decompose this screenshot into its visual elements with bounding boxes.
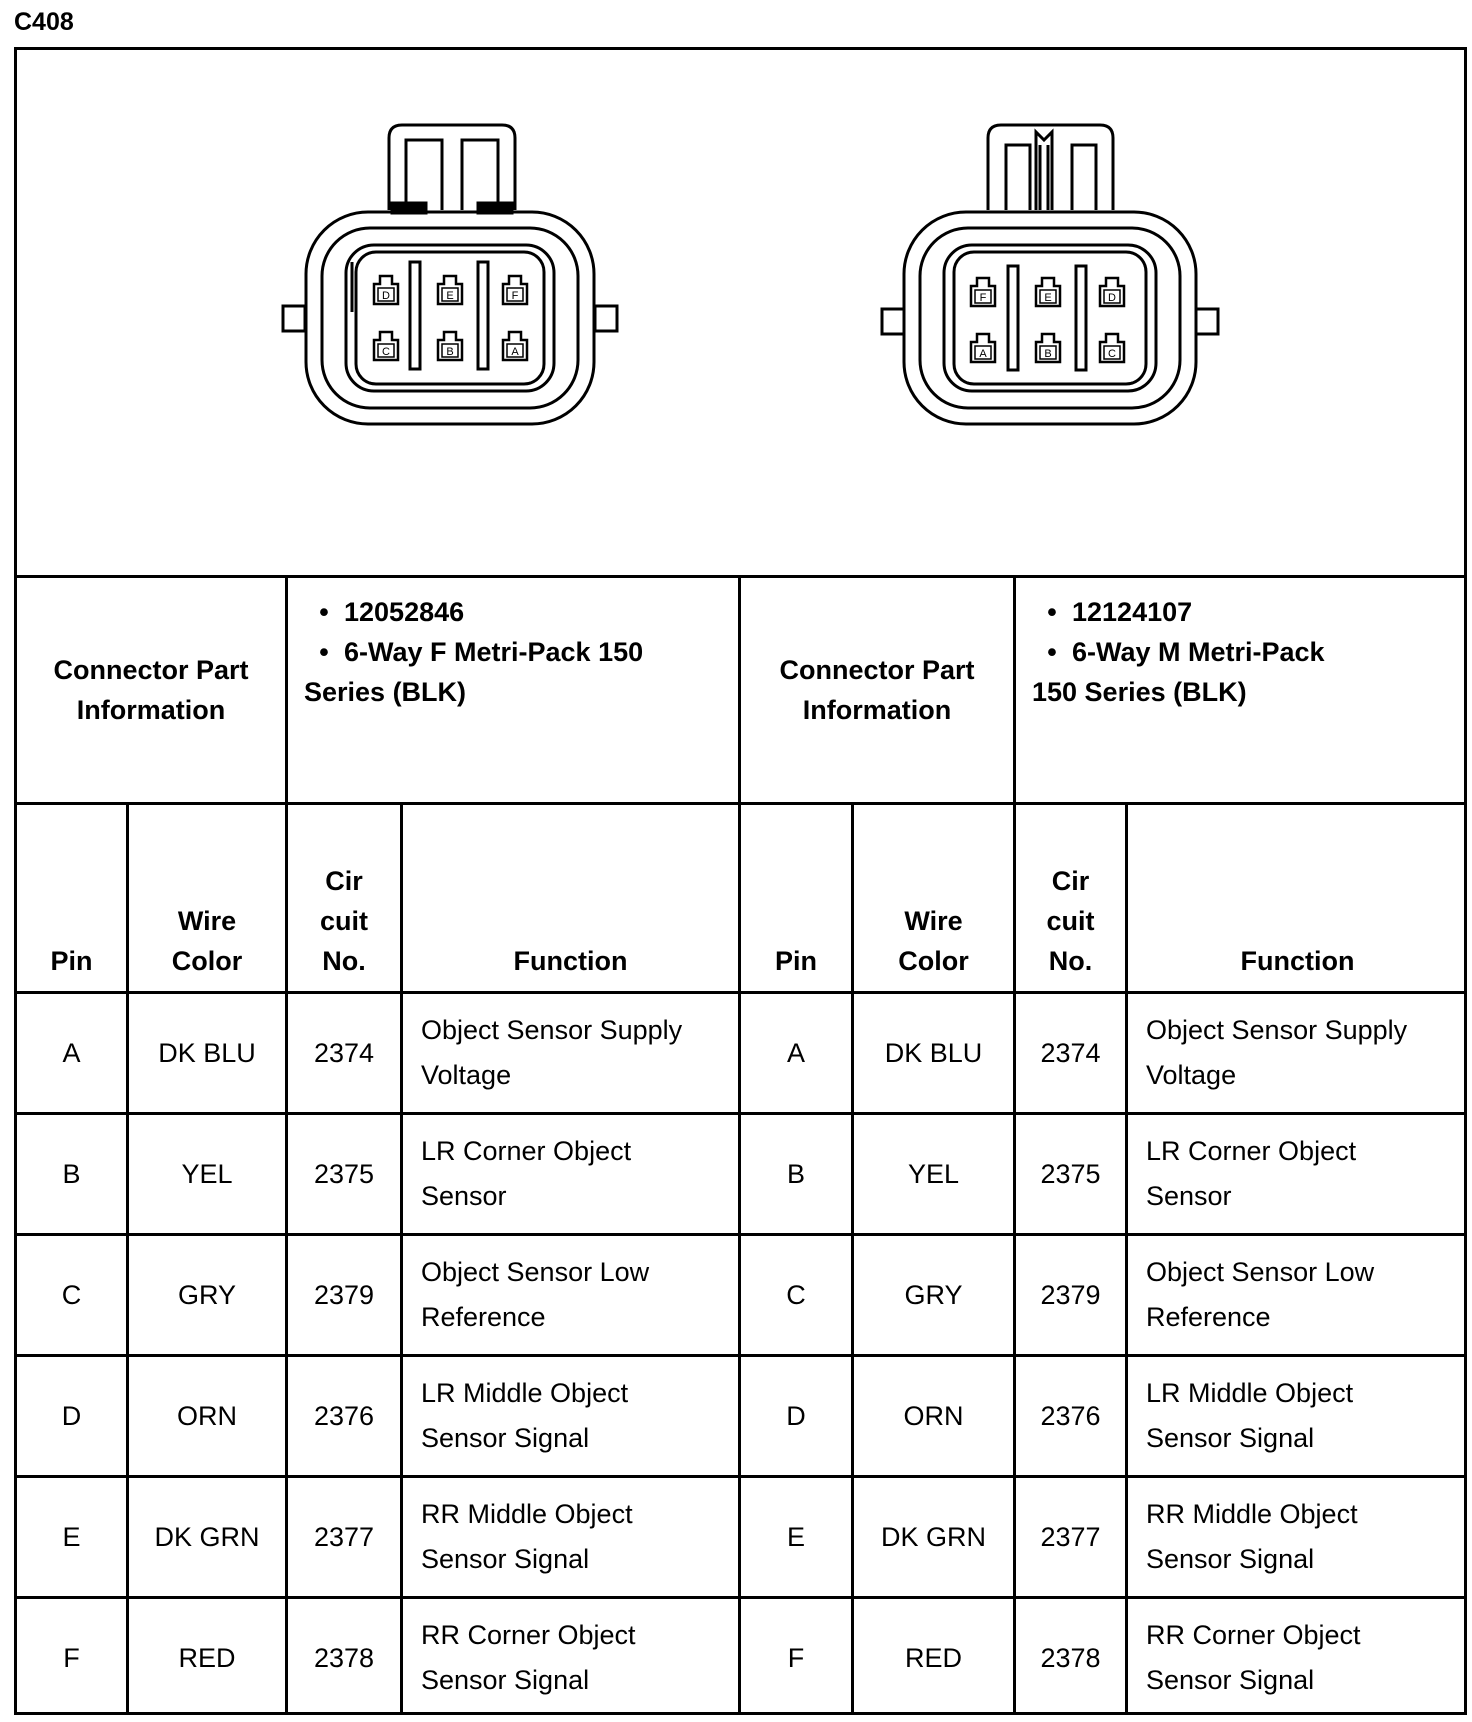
function-cell: Object Sensor Supply Voltage	[421, 1015, 683, 1090]
function-cell: RR Corner Object Sensor Signal	[421, 1620, 636, 1695]
function-cell: Object Sensor Low Reference	[421, 1257, 650, 1332]
pin-cell: B	[786, 1158, 805, 1189]
pin-cavity-label: C	[1108, 348, 1116, 360]
circuit-cell: 2376	[1040, 1400, 1101, 1431]
circuit-cell: 2378	[313, 1642, 375, 1673]
function-cell: LR Corner Object Sensor	[421, 1136, 632, 1211]
header-pin: Pin	[774, 946, 817, 976]
function-cell: LR Corner Object Sensor	[1146, 1136, 1357, 1211]
connector-info-label-left: Connector Part Information	[53, 655, 249, 725]
part-description-left: 6-Way F Metri-Pack 150 Series (BLK)	[304, 637, 644, 707]
circuit-cell: 2377	[313, 1521, 375, 1552]
circuit-cell: 2379	[1040, 1279, 1101, 1310]
part-number-left: 12052846	[344, 597, 465, 627]
circuit-cell: 2378	[1040, 1642, 1101, 1673]
wire-color-cell: GRY	[904, 1279, 963, 1310]
pin-cell: B	[62, 1158, 81, 1189]
header-pin: Pin	[50, 946, 93, 976]
wire-color-cell: RED	[178, 1642, 236, 1673]
function-cell: RR Middle Object Sensor Signal	[1146, 1499, 1358, 1574]
pin-cavity-label: D	[1108, 292, 1116, 304]
pin-cavity-label: B	[1044, 348, 1052, 360]
wire-color-cell: RED	[904, 1642, 962, 1673]
pin-cell: F	[787, 1642, 805, 1673]
wire-color-cell: GRY	[177, 1279, 237, 1310]
part-number-right: 12124107	[1072, 597, 1193, 627]
wire-color-cell: DK BLU	[884, 1037, 983, 1068]
circuit-cell: 2379	[313, 1279, 375, 1310]
wire-color-cell: YEL	[907, 1158, 960, 1189]
pin-cavity-label: A	[511, 346, 519, 358]
male-connector-drawing	[882, 125, 1218, 424]
pin-cell: D	[61, 1400, 82, 1431]
pin-cell: C	[61, 1279, 82, 1310]
function-cell: RR Corner Object Sensor Signal	[1146, 1620, 1361, 1695]
female-connector-drawing	[283, 125, 617, 424]
header-function: Function	[513, 946, 628, 976]
header-function: Function	[1240, 946, 1355, 976]
pin-cell: A	[62, 1037, 81, 1068]
pin-cell: D	[786, 1400, 806, 1431]
connector-title: C408	[14, 8, 74, 36]
circuit-cell: 2374	[1040, 1037, 1101, 1068]
circuit-cell: 2374	[313, 1037, 375, 1068]
connector-info-label-right: Connector Part Information	[779, 655, 975, 725]
wire-color-cell: DK GRN	[880, 1521, 986, 1552]
pin-cavity-label: F	[511, 290, 519, 302]
pin-cavity-label: E	[1044, 292, 1052, 304]
part-description-right: 6-Way M Metri-Pack 150 Series (BLK)	[1032, 637, 1325, 707]
header-circuit: Cir cuit No.	[1046, 866, 1095, 976]
header-circuit: Cir cuit No.	[319, 866, 368, 976]
function-cell: LR Middle Object Sensor Signal	[1146, 1378, 1354, 1453]
function-cell: Object Sensor Supply Voltage	[1146, 1015, 1408, 1090]
wire-color-cell: YEL	[181, 1158, 233, 1189]
circuit-cell: 2376	[313, 1400, 375, 1431]
pin-cell: C	[786, 1279, 806, 1310]
wire-color-cell: DK BLU	[158, 1037, 256, 1068]
connector-drawings	[0, 0, 1472, 580]
pin-cavity-label: E	[446, 290, 454, 302]
circuit-cell: 2375	[313, 1158, 375, 1189]
pin-cavity-label: F	[979, 292, 987, 304]
function-cell: LR Middle Object Sensor Signal	[421, 1378, 629, 1453]
circuit-cell: 2375	[1040, 1158, 1101, 1189]
header-wire-color: Wire Color	[171, 906, 243, 976]
wire-color-cell: ORN	[903, 1400, 964, 1431]
pin-cavity-label: D	[382, 290, 390, 302]
header-wire-color: Wire Color	[898, 906, 969, 976]
pin-cell: A	[786, 1037, 805, 1068]
pin-cavity-label: B	[446, 346, 454, 358]
connector-info-left: • 12052846 • 6-Way F Metri-Pack 150 Series (BLK)	[304, 597, 644, 707]
pin-cell: E	[62, 1521, 81, 1552]
function-cell: Object Sensor Low Reference	[1146, 1257, 1375, 1332]
circuit-cell: 2377	[1040, 1521, 1101, 1552]
wire-color-cell: ORN	[177, 1400, 237, 1431]
pin-cavity-label: C	[382, 346, 390, 358]
connector-info-right: • 12124107 • 6-Way M Metri-Pack 150 Series (BLK)	[1032, 597, 1325, 707]
function-cell: RR Middle Object Sensor Signal	[421, 1499, 633, 1574]
wire-color-cell: DK GRN	[154, 1521, 260, 1552]
pin-cell: E	[786, 1521, 805, 1552]
pin-cell: F	[63, 1642, 80, 1673]
pin-cavity-label: A	[979, 348, 987, 360]
